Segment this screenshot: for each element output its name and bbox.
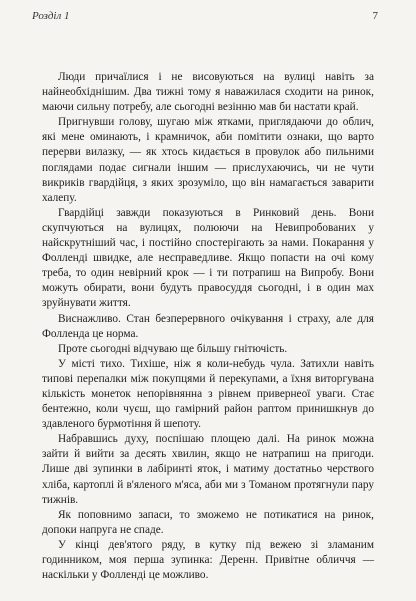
paragraph: Гвардійці завжди показуються в Ринковий день. Вони скупчуються на вулицях, полюючи на Невипробованих у найскрутніший час, і постійно спостерігають за нами. Покарання у Фолленді швидке, але несправедливе. Якщо попасти на очі кому треба, то один невірний крок — і ти потрапиш на Випробу. Вони можуть обирати, вони будуть правосуддя сьогодні, і в один мах зруйнувати життя. xyxy=(42,206,374,310)
paragraph: Проте сьогодні відчуваю ще більшу гнітючість. xyxy=(58,342,288,355)
paragraph: Пригнувши голову, шугаю між ятками, приглядаючи до облич, які мене оминають, і крамничок, аби помітити ознаки, що варто перерви вилазку, — як хтось кидається в провулок або пильними поглядами подає сигнали іншим — прислухаючись, чи не чути викриків гвардійця, з яких зрозуміло, що він намагається заварити халепу. xyxy=(42,116,374,204)
page-number: 7 xyxy=(372,10,378,22)
body-text xyxy=(42,70,374,583)
paragraph: Як поповнимо запаси, то зможемо не потикатися на ринок, допоки напруга не спаде. xyxy=(42,508,374,536)
paragraph: Люди причаїлися і не висовуються на вулиці навіть за найнеобхіднішим. Два тижні тому я наважилася сходити на ринок, маючи сильну потребу, але сьогодні везінню мав би настати край. xyxy=(42,71,374,114)
chapter-title: Розділ 1 xyxy=(32,10,70,22)
page-header xyxy=(32,10,378,26)
paragraph: У місті тихо. Тихіше, ніж я коли-небудь чула. Затихли навіть типові перепалки між покупцями й перекупами, а їхня виторгувана кількість монеток непорівнянна з рівнем привернеої уваги. Стає бентежно, коли чуєш, що гамірний район раптом принишкнув до здавленого бурмотіння й шепоту. xyxy=(42,357,374,431)
paragraph: У кінці дев'ятого ряду, в кутку під вежею зі зламаним годинником, моя перша зупинка: Деренн. Привітне обличчя — наскільки у Фолленді це можливо. xyxy=(42,538,374,582)
paragraph: Виснажливо. Стан безперервного очікування і страху, але для Фолленда це норма. xyxy=(42,312,374,340)
paragraph: Набравшись духу, поспішаю площею далі. На ринок можна зайти й вийти за десять хвилин, якщо не натрапиш на пригоди. Лише дві зупинки в лабіринті яток, і матиму достатньо черствого хліба, картоплі й в'яленого м'яса, аби ми з Томаном протягнули пару тижнів. xyxy=(42,433,374,506)
